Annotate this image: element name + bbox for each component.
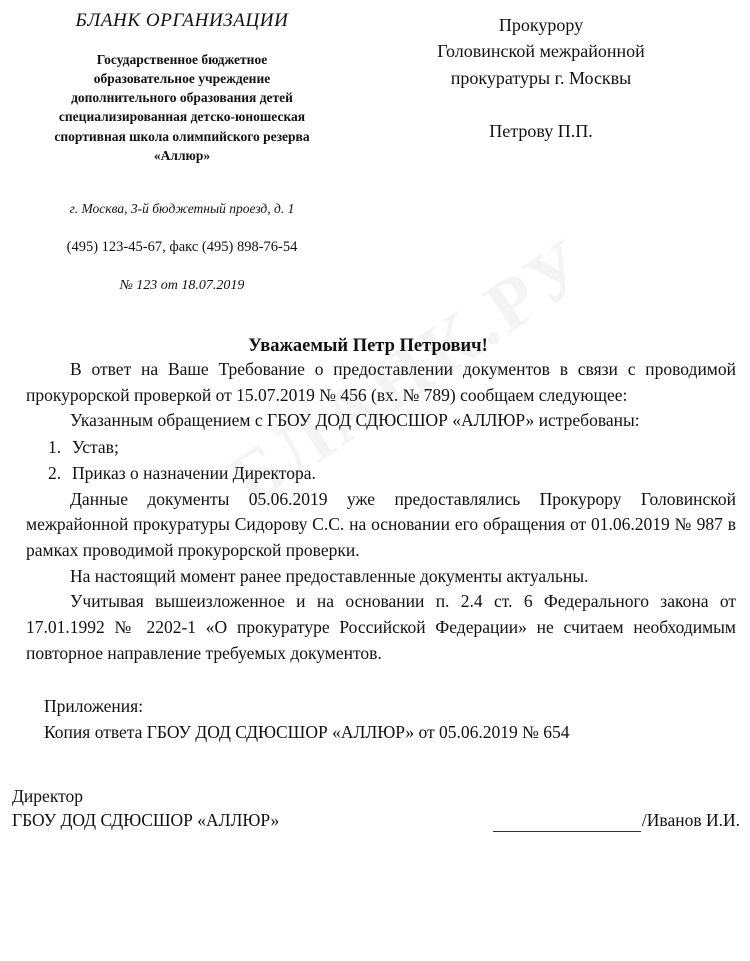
paragraph-requested-documents: Указанным обращением с ГБОУ ДОД СДЮСШОР «АЛЛЮР» истребованы: [70,410,640,431]
list-item-number: 1. [48,437,62,458]
list-item-label: Устав; [72,437,119,458]
signer-name: /Иванов И.И. [641,809,740,830]
addressee-person: Петрову П.П. [489,120,593,141]
outgoing-number: № 123 от 18.07.2019 [119,277,245,293]
signature-name-group [493,809,740,833]
attachments-item: Копия ответа ГБОУ ДОД СДЮСШОР «АЛЛЮР» от 05.06.2019 № 654 [44,721,570,742]
signature-block [0,785,750,832]
signer-position: Директор [12,786,84,807]
list-item-number: 2. [48,463,62,484]
addressee-block [352,6,738,142]
blank-title: БЛАНК ОРГАНИЗАЦИИ [75,10,289,31]
attachments-block [26,693,736,746]
paragraph-previously-provided: Данные документы 05.06.2019 уже предоставлялись Прокурору Головинской межрайонной прокуратуры Сидорову С.С. на основании его обращения от 01.06.2019 № 987 в рамках проводимой прокурорской проверки. [26,488,736,561]
addressee-line-1: Прокурору [498,15,584,35]
list-item-label: Приказ о назначении Директора. [72,463,316,484]
organization-name-line: образовательное учреждение [93,71,271,87]
attachments-label: Приложения: [44,695,144,716]
paragraph-documents-current: На настоящий момент ранее предоставленные документы актуальны. [70,565,589,586]
addressee-line-3: прокуратуры г. Москвы [450,67,632,88]
requested-documents-list [26,434,736,487]
organization-name-line: «Аллюр» [153,147,211,163]
organization-name [26,50,338,165]
paragraph-legal-basis: Учитывая вышеизложенное и на основании п. 2.4 ст. 6 Федерального закона от 17.01.1992 № 2202-1 «О прокуратуре Российской Федерации» не считаем необходимым повторное направление требуемых документов. [26,591,736,663]
signer-organization: ГБОУ ДОД СДЮСШОР «АЛЛЮР» [12,809,280,830]
addressee-line-2: Головинской межрайонной [437,41,645,62]
letterhead-left-block [12,6,352,165]
organization-name-line: Государственное бюджетное [96,52,268,67]
list-item [26,460,736,486]
organization-phone: (495) 123-45-67, факс (495) 898-76-54 [66,238,298,255]
letter-body [0,336,750,745]
signature-line [493,816,641,832]
signature-row [12,809,740,833]
letterhead-header [0,0,750,165]
list-item [26,434,736,460]
paragraph-response-intro: В ответ на Ваше Требование о предоставлении документов в связи с проводимой прокурорской проверкой от 15.07.2019 № 456 (вх. № 789) сообщаем следующее: [26,358,736,405]
greeting: Уважаемый Петр Петрович! [248,335,488,356]
organization-name-line: спортивная школа олимпийского резерва [54,128,310,144]
organization-name-line: дополнительного образования детей [71,90,293,106]
letterhead-requisites [0,201,352,294]
organization-address: г. Москва, 3-й бюджетный проезд, д. 1 [69,200,295,216]
organization-name-line: специализированная детско-юношеская [58,109,306,125]
